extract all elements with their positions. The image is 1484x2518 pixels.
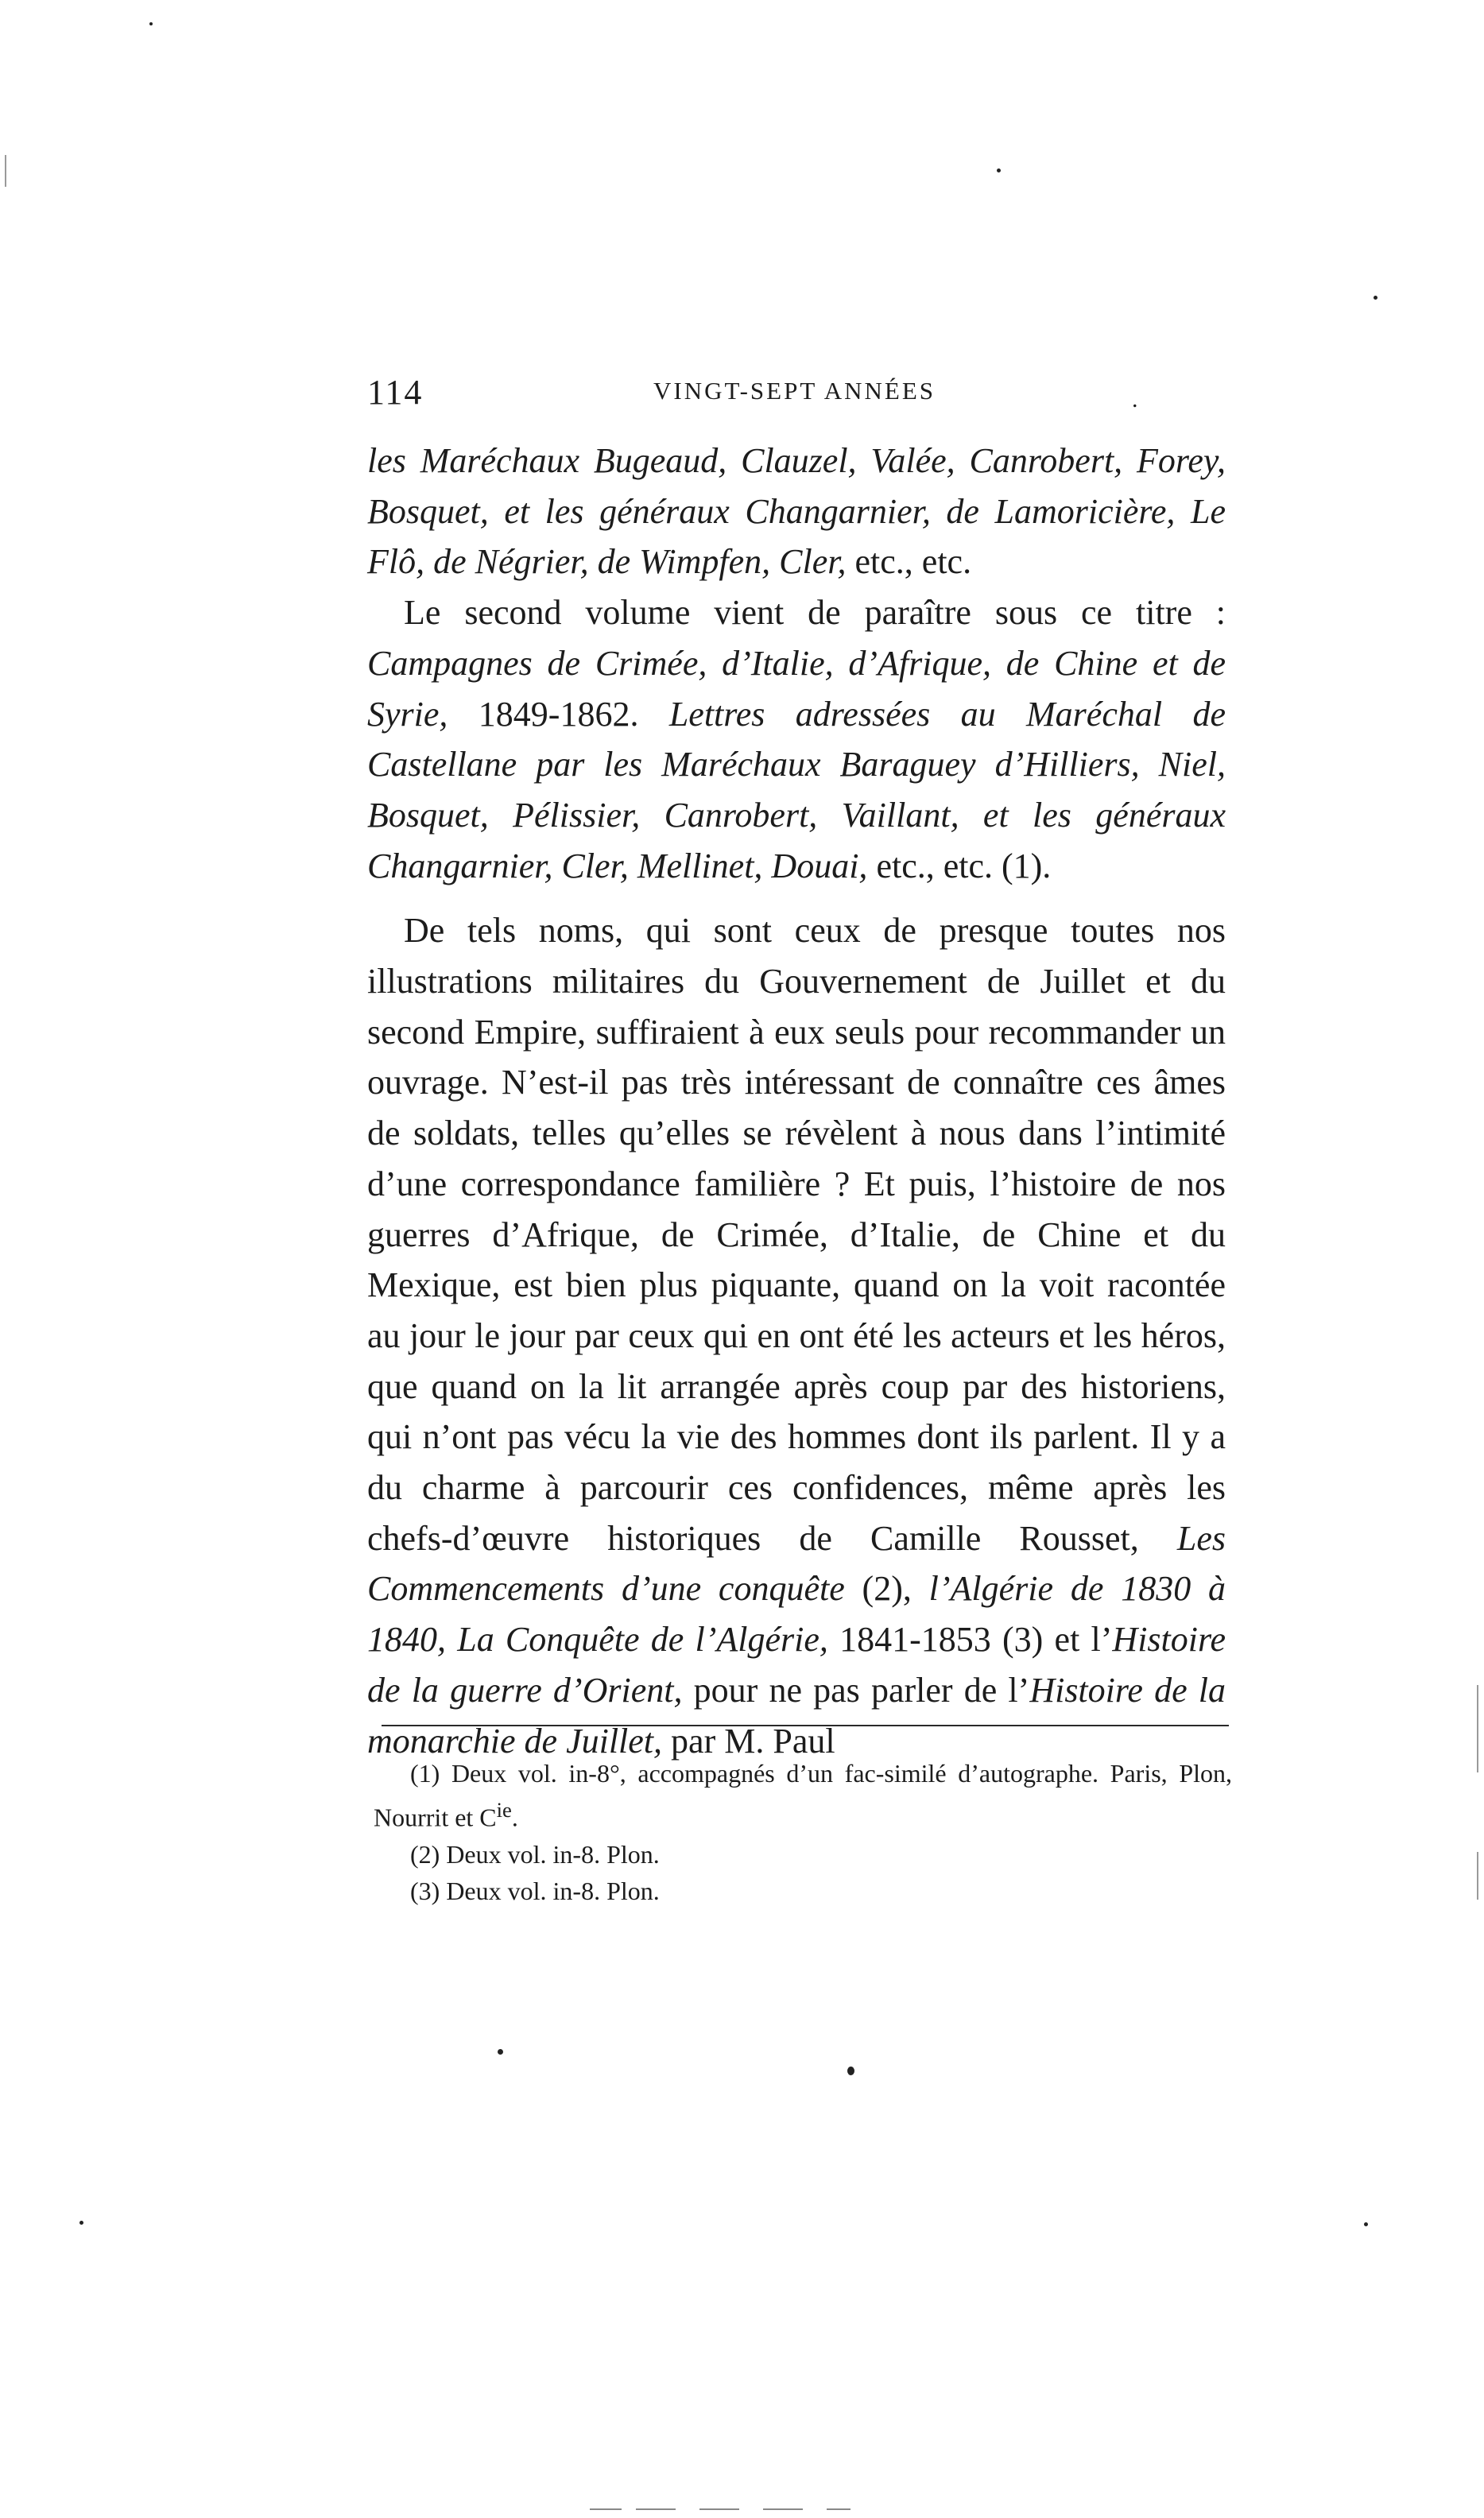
scan-edge-mark	[1477, 1852, 1478, 1900]
scan-bottom-dash	[763, 2508, 803, 2510]
paragraph-1	[367, 436, 1226, 587]
footnote-1-superscript: ie	[496, 1798, 512, 1822]
paragraph-1-italic: les Maréchaux Bugeaud, Clauzel, Valée, Canrobert, Forey, Bosquet, et les généraux Changarnier, de Lamoricière, Le Flô, de Négrier, de Wimpfen, Cler,	[367, 441, 1226, 582]
footnote-2: (2) Deux vol. in-8. Plon.	[410, 1839, 660, 1869]
scan-bottom-dash	[636, 2508, 676, 2510]
paragraph-2-dates: 1849-1862.	[448, 694, 669, 734]
footnote-1	[374, 1755, 1232, 1836]
footnote-3: (3) Deux vol. in-8. Plon.	[410, 1876, 660, 1905]
paragraph-3-title-b: l’Algérie de 1830 à 1840, La Conquête de l’Algérie,	[367, 1569, 1226, 1660]
scan-speck	[847, 2067, 854, 2075]
paragraph-1-roman: etc., etc.	[846, 542, 972, 582]
paragraph-2	[367, 587, 1226, 891]
scan-bottom-dash	[590, 2508, 622, 2510]
scan-speck	[498, 2049, 503, 2055]
scan-edge-mark	[5, 155, 6, 187]
scan-bottom-dash	[699, 2508, 739, 2510]
paragraph-2-end: etc., etc. (1).	[867, 846, 1052, 885]
footnotes	[374, 1755, 1232, 1909]
footnote-1-text: (1) Deux vol. in-8°, accompagnés d’un fac-similé d’autographe. Paris, Plon, Nourrit et C	[374, 1759, 1232, 1832]
body-text	[367, 436, 1226, 1766]
paragraph-2-intro: Le second volume vient de paraître sous ce titre :	[404, 593, 1226, 633]
header-dot: .	[1132, 386, 1138, 413]
paragraph-3-title-c: Histoire de la guerre d’Orient,	[367, 1620, 1226, 1710]
scan-edge-mark	[1477, 1685, 1478, 1772]
scan-bottom-dash	[827, 2508, 850, 2510]
paragraph-3-text-b: (2),	[844, 1569, 929, 1609]
scan-speck	[997, 169, 1001, 172]
page-header	[367, 372, 1226, 420]
paragraph-3-text-d: pour ne pas parler de l’	[682, 1670, 1030, 1710]
paragraph-3-title-a: Les Commencements d’une conquête	[367, 1518, 1226, 1609]
paragraph-3-text-e: par M. Paul	[662, 1721, 835, 1761]
paragraph-3	[367, 905, 1226, 1766]
running-head: VINGT-SEPT ANNÉES	[653, 377, 936, 405]
scan-speck	[1364, 2222, 1368, 2226]
paragraph-3-text-c: 1841-1853 (3) et l’	[827, 1620, 1113, 1660]
scan-speck	[149, 22, 153, 25]
paragraph-2-subtitle: Lettres adressées au Maréchal de Castellane par les Maréchaux Baraguey d’Hilliers, Niel, Bosquet, Pélissier, Canrobert, Vaillant, et les généraux Changarnier, Cler, Mellinet, Douai,	[367, 694, 1226, 885]
paragraph-3-text-a: De tels noms, qui sont ceux de presque toutes nos illustrations militaires du Gouvernement de Juillet et du second Empire, suffiraient à eux seuls pour recommander un ouvrage. N’est-il pas très intéressant de connaître ces âmes de soldats, telles qu’elles se révèlent à nous dans l’intimité d’une correspondance familière ? Et puis, l’histoire de nos guerres d’Afrique, de Crimée, d’Italie, de Chine et du Mexique, est bien plus piquante, quand on la voit racontée au jour le jour par ceux qui en ont été les acteurs et les héros, que quand on la lit arrangée après coup par des historiens, qui n’ont pas vécu la vie des hommes dont ils parlent. Il y a du charme à parcourir ces confidences, même après les chefs-d’œuvre historiques de Camille Rousset,	[367, 911, 1226, 1558]
footnote-rule	[382, 1725, 1229, 1726]
footnote-1-end: .	[511, 1803, 518, 1832]
scan-speck	[1374, 296, 1377, 300]
paragraph-2-title: Campagnes de Crimée, d’Italie, d’Afrique, de Chine et de Syrie,	[367, 643, 1226, 734]
page-number: 114	[367, 373, 424, 412]
scan-speck	[79, 2221, 83, 2225]
paragraph-3-title-d: Histoire de la monarchie de Juillet,	[367, 1670, 1226, 1761]
